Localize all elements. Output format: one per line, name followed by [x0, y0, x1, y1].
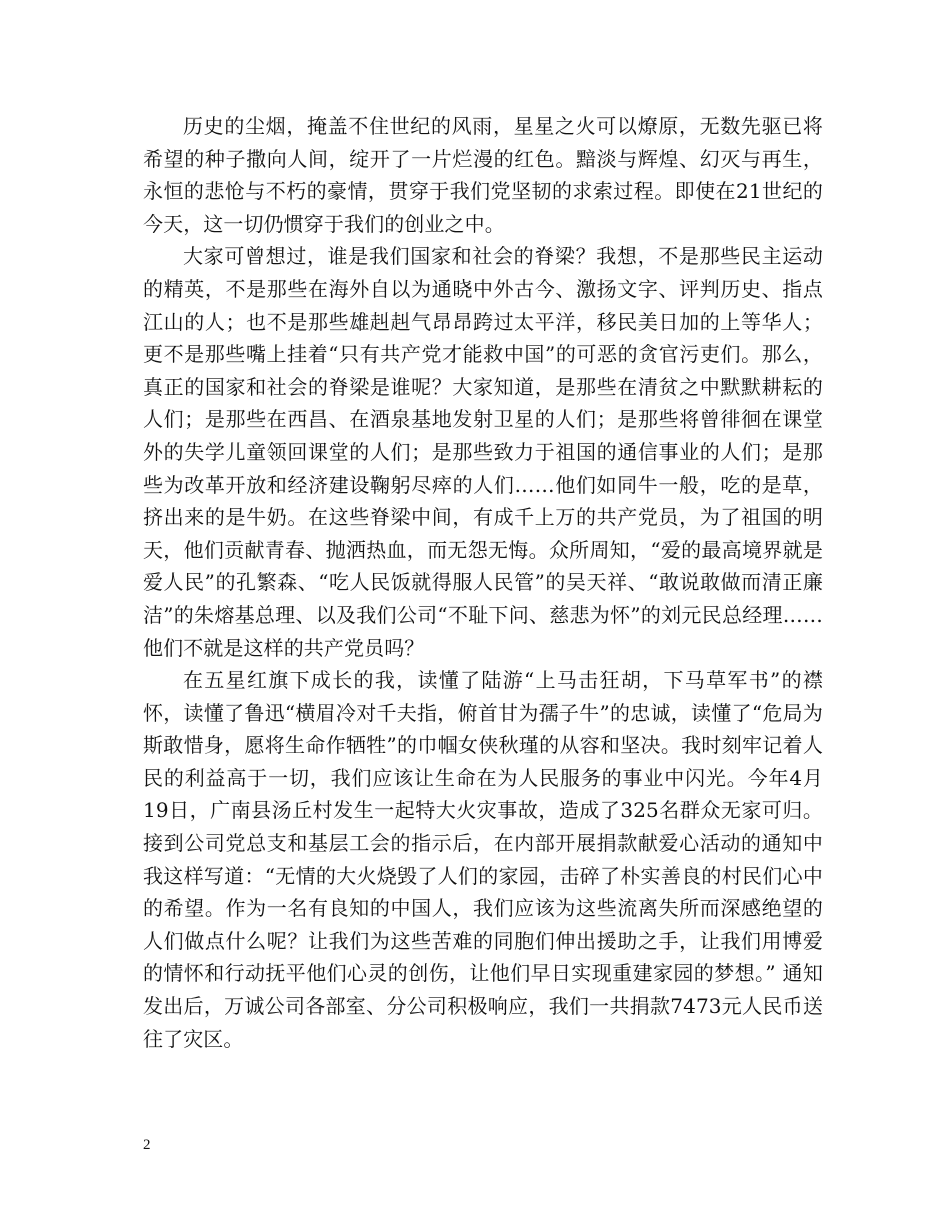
- paragraph-history: 历史的尘烟，掩盖不住世纪的风雨，星星之火可以燎原，无数先驱已将希望的种子撒向人间，绽开了一片烂漫的红色。黯淡与辉煌、幻灭与再生，永恒的悲怆与不朽的豪情，贯穿于我们党坚韧的求索过程。即使在21世纪的今天，这一切仍惯穿于我们的创业之中。: [143, 114, 823, 236]
- paragraph-donation: 在五星红旗下成长的我，读懂了陆游“上马击狂胡，下马草军书”的襟怀，读懂了鲁迅“横眉冷对千夫指，俯首甘为孺子牛”的忠诚，读懂了“危局为斯敢惜身，愿将生命作牺牲”的巾帼女侠秋瑾的从容和坚决。我时刻牢记着人民的利益高于一切，我们应该让生命在为人民服务的事业中闪光。今年4月19日，广南县汤丘村发生一起特大火灾事故，造成了325名群众无家可归。接到公司党总支和基层工会的指示后，在内部开展捐款献爱心活动的通知中我这样写道：“无情的大火烧毁了人们的家园，击碎了朴实善良的村民们心中的希望。作为一名有良知的中国人，我们应该为这些流离失所而深感绝望的人们做点什么呢？让我们为这些苦难的同胞们伸出援助之手，让我们用博爱的情怀和行动抚平他们心灵的创伤，让他们早日实现重建家园的梦想。” 通知发出后，万诚公司各部室、分公司积极响应，我们一共捐款7473元人民币送往了灾区。: [143, 668, 823, 1051]
- page-number: 2: [143, 1137, 151, 1153]
- paragraph-backbone: 大家可曾想过，谁是我们国家和社会的脊梁？我想，不是那些民主运动的精英，不是那些在海外自以为通晓中外古今、激扬文字、评判历史、指点江山的人；也不是那些雄赳赳气昂昂跨过太平洋，移民美日加的上等华人；更不是那些嘴上挂着“只有共产党才能救中国”的可恶的贪官污吏们。那么，真正的国家和社会的脊梁是谁呢？大家知道，是那些在清贫之中默默耕耘的人们；是那些在西昌、在酒泉基地发射卫星的人们；是那些将曾徘徊在课堂外的失学儿童领回课堂的人们；是那些致力于祖国的通信事业的人们；是那些为改革开放和经济建设鞠躬尽瘁的人们……他们如同牛一般，吃的是草，挤出来的是牛奶。在这些脊梁中间，有成千上万的共产党员，为了祖国的明天，他们贡献青春、抛洒热血，而无怨无悔。众所周知，“爱的最高境界就是爱人民”的孔繁森、“吃人民饭就得服人民管”的吴天祥、“敢说敢做而清正廉洁”的朱熔基总理、以及我们公司“不耻下问、慈悲为怀”的刘元民总经理……他们不就是这样的共产党员吗？: [143, 244, 823, 660]
- body-text: [143, 110, 823, 1055]
